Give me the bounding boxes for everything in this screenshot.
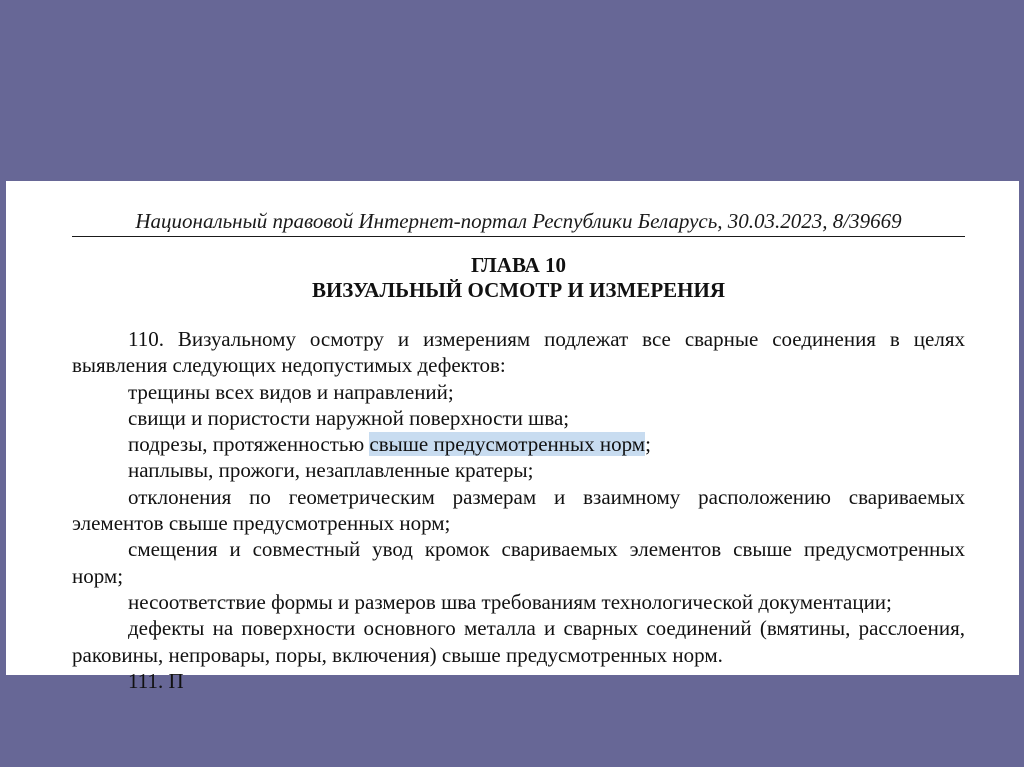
chapter-title: ВИЗУАЛЬНЫЙ ОСМОТР И ИЗМЕРЕНИЯ (311, 278, 726, 302)
document-source-header: Национальный правовой Интернет-портал Республики Беларусь, 30.03.2023, 8/39669 (135, 209, 902, 233)
defect-item-text: подрезы, протяженностью (128, 432, 370, 457)
defect-item-punct: ; (645, 432, 651, 457)
defect-item: смещения и совместный увод кромок свариваемых элементов свыше предусмотренных норм; (72, 537, 965, 588)
header-divider (72, 236, 965, 237)
highlighted-text: свыше предусмотренных норм (369, 432, 646, 457)
defect-item: свищи и пористости наружной поверхности шва; (128, 405, 570, 430)
document-body (72, 326, 965, 694)
defect-item: отклонения по геометрическим размерам и взаимному расположению свариваемых элементов свыше предусмотренных норм; (72, 484, 965, 536)
defect-item: несоответствие формы и размеров шва требованиям технологической документации; (128, 589, 892, 614)
defect-item: трещины всех видов и направлений; (128, 379, 454, 404)
next-paragraph-partial: 111. П (128, 668, 184, 693)
defect-item (72, 431, 965, 457)
paragraph-intro: 110. Визуальному осмотру и измерениям подлежат все сварные соединения в целях выявления следующих недопустимых дефектов: (72, 327, 965, 378)
defect-item: дефекты на поверхности основного металла и сварных соединений (вмятины, расслоения, раковины, непровары, поры, включения) свыше предусмотренных норм. (72, 616, 965, 667)
document-page (6, 181, 1019, 693)
defect-item: наплывы, прожоги, незаплавленные кратеры; (128, 458, 534, 483)
chapter-number: ГЛАВА 10 (470, 253, 567, 277)
